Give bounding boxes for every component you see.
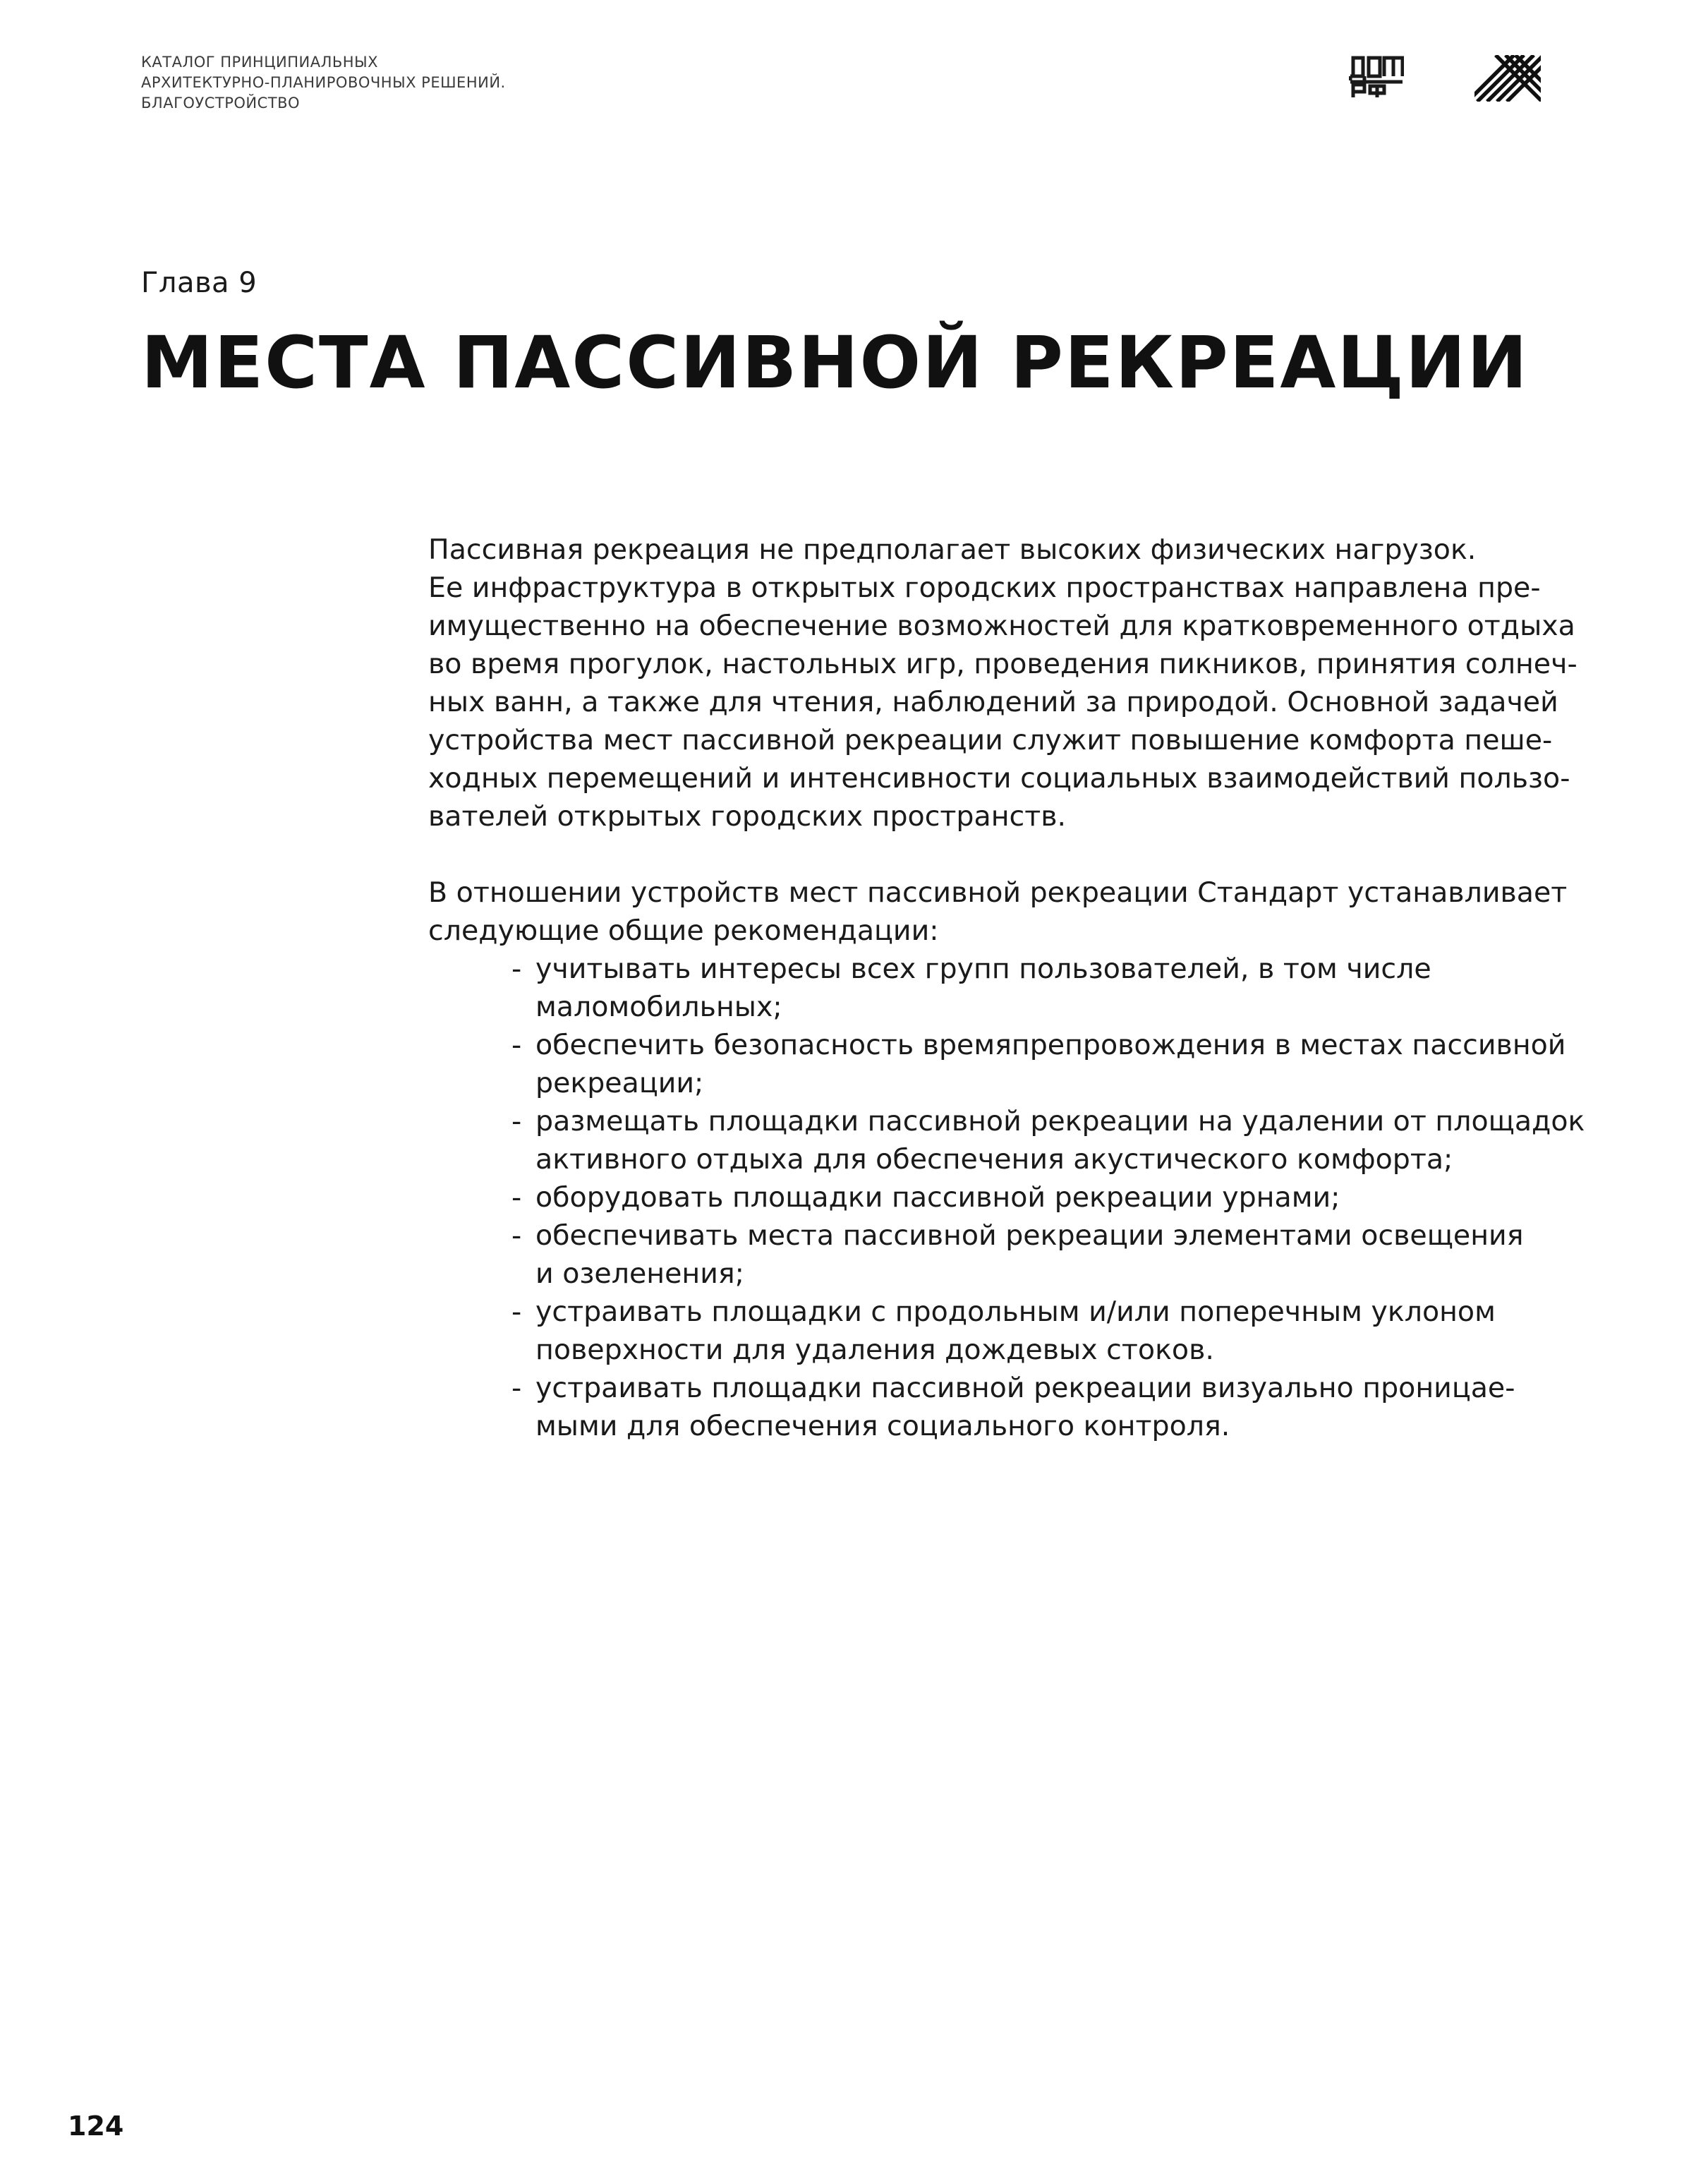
list-item-line: оборудовать площадки пассивной рекреации урнами; — [535, 1181, 1340, 1214]
paragraph-line: имущественно на обеспечение возможностей для кратковременного отдыха — [428, 610, 1575, 642]
list-item-line: активного отдыха для обеспечения акустического комфорта; — [535, 1143, 1453, 1176]
page-title: МЕСТА ПАССИВНОЙ РЕКРЕАЦИИ — [141, 321, 1529, 405]
catalog-header-line: КАТАЛОГ ПРИНЦИПИАЛЬНЫХ — [141, 54, 379, 71]
paragraph-line: следующие общие рекомендации: — [428, 915, 939, 947]
list-item — [428, 1293, 1557, 1369]
list-item-line: учитывать интересы всех групп пользователей, в том числе — [535, 953, 1431, 985]
list-item — [428, 1217, 1557, 1293]
list-dash: - — [511, 1219, 522, 1252]
list-item-line: рекреации; — [535, 1067, 704, 1099]
chapter-label: Глава 9 — [141, 267, 258, 299]
list-item — [428, 950, 1557, 1026]
list-item — [428, 1026, 1566, 1102]
paragraph-line: ных ванн, а также для чтения, наблюдений за природой. Основной задачей — [428, 686, 1558, 718]
list-item — [428, 1178, 1557, 1217]
dom-rf-logo — [1349, 54, 1404, 99]
catalog-header-line: БЛАГОУСТРОЙСТВО — [141, 95, 301, 111]
list-item-line: устраивать площадки пассивной рекреации визуально проницае- — [535, 1372, 1515, 1404]
intro-paragraph — [428, 531, 1577, 835]
list-dash: - — [511, 953, 522, 985]
paragraph-line: Пассивная рекреация не предполагает высоких физических нагрузок. — [428, 533, 1477, 566]
list-item-line: устраивать площадки с продольным и/или поперечным уклоном — [535, 1296, 1496, 1328]
list-item-line: мыми для обеспечения социального контроля. — [535, 1410, 1230, 1442]
paragraph-line: Ее инфраструктура в открытых городских пространствах направлена пре- — [428, 572, 1541, 604]
list-item-line: размещать площадки пассивной рекреации на удалении от площадок — [535, 1105, 1585, 1137]
list-item — [428, 1102, 1585, 1178]
recommendations-intro — [428, 874, 1568, 950]
list-dash: - — [511, 1181, 522, 1214]
paragraph-line: вателей открытых городских пространств. — [428, 800, 1067, 833]
list-item-line: и озеленения; — [535, 1257, 744, 1290]
page-number: 124 — [68, 2111, 124, 2142]
list-item — [428, 1369, 1557, 1445]
catalog-header-line: АРХИТЕКТУРНО-ПЛАНИРОВОЧНЫХ РЕШЕНИЙ. — [141, 74, 506, 91]
body-text — [428, 531, 1585, 1445]
diagonal-pattern-logo-icon — [1474, 55, 1541, 102]
list-item-line: обеспечить безопасность времяпрепровождения в местах пассивной — [535, 1029, 1566, 1061]
list-dash: - — [511, 1029, 522, 1061]
paragraph-line: устройства мест пассивной рекреации служит повышение комфорта пеше- — [428, 724, 1553, 756]
paragraph-line: ходных перемещений и интенсивности социальных взаимодействий пользо- — [428, 762, 1570, 795]
list-dash: - — [511, 1296, 522, 1328]
recommendations-list — [428, 950, 1585, 1445]
list-dash: - — [511, 1105, 522, 1137]
list-item-line: маломобильных; — [535, 991, 782, 1023]
list-dash: - — [511, 1372, 522, 1404]
list-item-line: поверхности для удаления дождевых стоков. — [535, 1334, 1214, 1366]
catalog-header — [141, 52, 506, 114]
list-item-line: обеспечивать места пассивной рекреации элементами освещения — [535, 1219, 1524, 1252]
paragraph-line: В отношении устройств мест пассивной рекреации Стандарт устанавливает — [428, 876, 1568, 909]
paragraph-line: во время прогулок, настольных игр, проведения пикников, принятия солнеч- — [428, 648, 1577, 680]
